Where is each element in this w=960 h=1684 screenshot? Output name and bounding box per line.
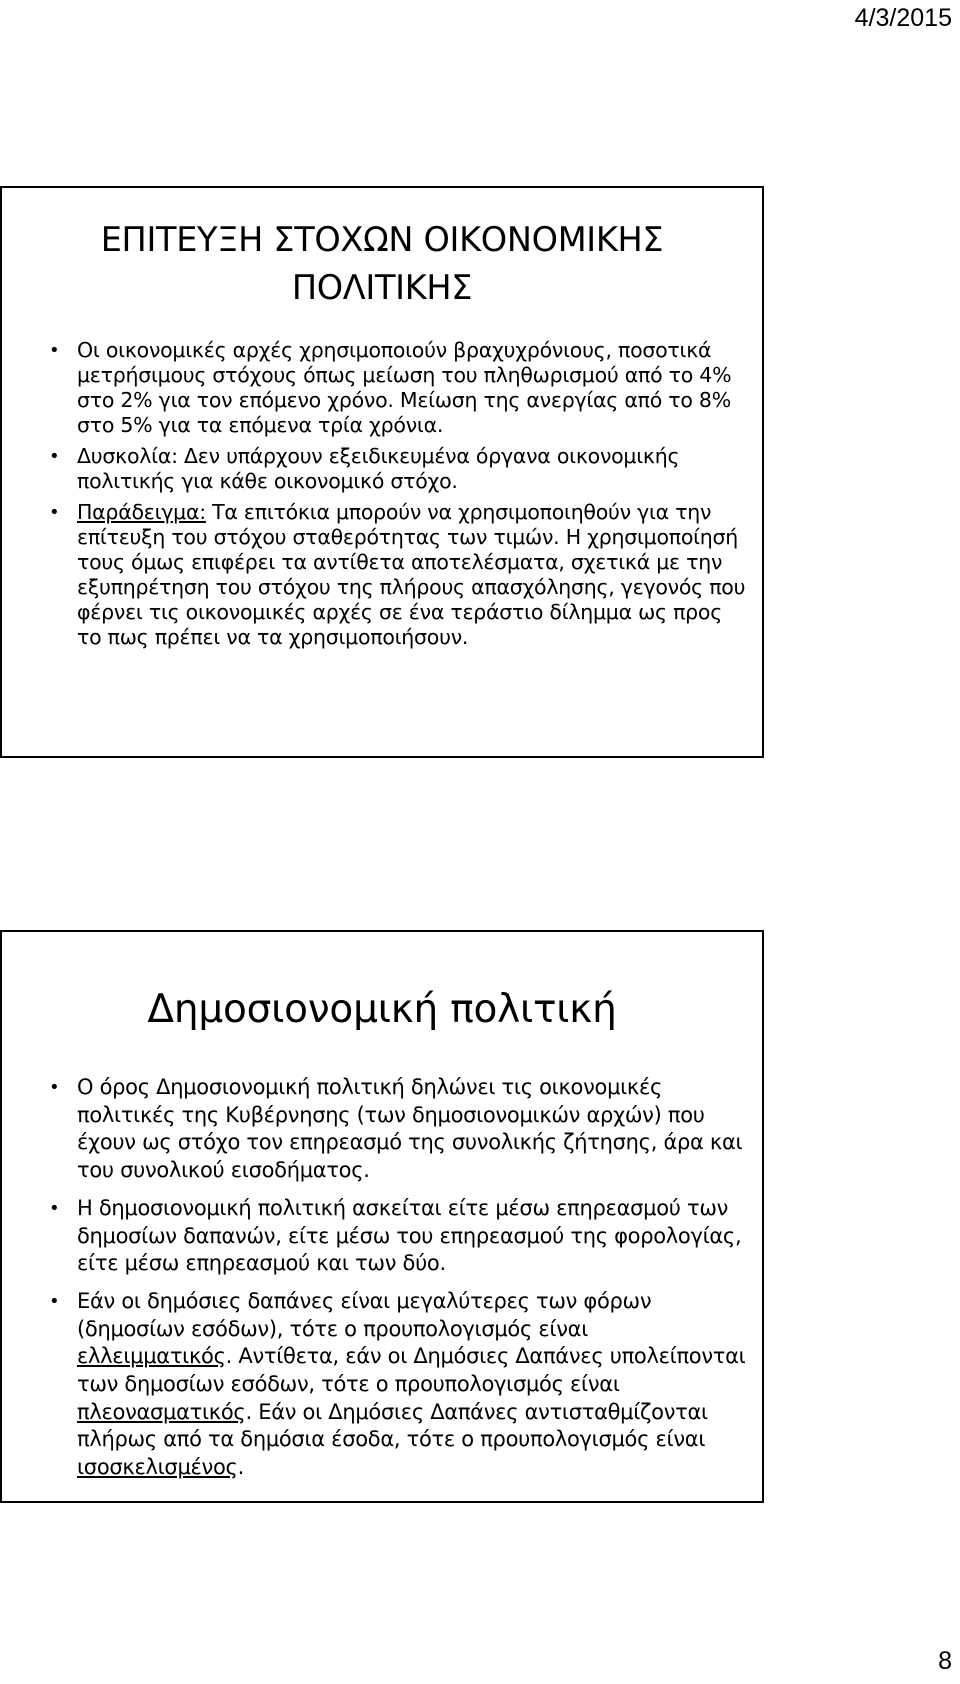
slide-economic-policy-goals [0, 186, 764, 758]
bullet-dot-icon: • [49, 340, 60, 361]
slide1-bullet-list [2, 312, 762, 650]
balanced-term: ισοσκελισμένος [77, 1455, 238, 1480]
slide1-title [2, 188, 762, 312]
slide2-bullet-2 [49, 1195, 746, 1278]
slide2-bullet-3-part3: . Εάν οι Δημόσιες Δαπάνες αντισταθμίζονται πλήρως από τα δημόσια έσοδα, τότε ο προυπολογισμός είναι [77, 1399, 708, 1452]
slide2-bullet-2-text: Η δημοσιονομική πολιτική ασκείται είτε μέσω επηρεασμού των δημοσίων δαπανών, είτε μέσω του επηρεασμού της φορολογίας, είτε μέσω επηρεασμού και των δύο. [77, 1195, 742, 1276]
example-label: Παράδειγμα: [77, 500, 206, 524]
page-number: 8 [938, 1647, 952, 1675]
slide-fiscal-policy [0, 930, 764, 1503]
slide2-title: Δημοσιονομική πολιτική [147, 987, 617, 1032]
slide2-bullet-1 [49, 1074, 746, 1185]
bullet-dot-icon: • [49, 502, 60, 523]
slide2-bullet-3-part1: Εάν οι δημόσιες δαπάνες είναι μεγαλύτερες των φόρων (δημοσίων εσόδων), τότε ο προυπολογισμός είναι [77, 1288, 652, 1341]
slide1-bullet-3-text: Τα επιτόκια μπορούν να χρησιμοποιηθούν για την επίτευξη του στόχου σταθερότητας των τιμών. Η χρησιμοποίησή τους όμως επιφέρει τα αντίθετα αποτελέσματα, σχετικά με την εξυπηρέτηση του στόχου της πλήρους απασχόλησης, γεγονός που φέρνει τις οικονομικές αρχές σε ένα τεράστιο δίλημμα ως προς το πως πρέπει να τα χρησιμοποιήσουν. [77, 500, 746, 649]
slide2-bullet-list [2, 1038, 762, 1482]
slide1-bullet-2-text: Δυσκολία: Δεν υπάρχουν εξειδικευμένα όργανα οικονομικής πολιτικής για κάθε οικονομικό στόχο. [77, 444, 680, 493]
bullet-dot-icon: • [49, 446, 60, 467]
slide1-bullet-2 [49, 444, 746, 494]
bullet-dot-icon: • [49, 1290, 60, 1312]
slide1-bullet-1-text: Οι οικονομικές αρχές χρησιμοποιούν βραχυχρόνιους, ποσοτικά μετρήσιμους στόχους όπως μείωση του πληθωρισμού από το 4% στο 2% για τον επόμενο χρόνο. Μείωση της ανεργίας από το 8% στο 5% για τα επόμενα τρία χρόνια. [77, 338, 732, 437]
slide2-bullet-3-part2: . Αντίθετα, εάν οι Δημόσιες Δαπάνες υπολείπονται των δημοσίων εσόδων, τότε ο προυπολογισμός είναι [77, 1344, 746, 1397]
slide2-bullet-3 [49, 1288, 746, 1482]
slide1-title-line1: ΕΠΙΤΕΥΞΗ ΣΤΟΧΩΝ ΟΙΚΟΝΟΜΙΚΗΣ [100, 220, 664, 259]
slide1-bullet-3 [49, 500, 746, 650]
header-date: 4/3/2015 [854, 4, 952, 32]
deficit-term: ελλειμματικός [77, 1344, 226, 1369]
bullet-dot-icon: • [49, 1197, 60, 1219]
slide1-title-line2: ΠΟΛΙΤΙΚΗΣ [291, 268, 473, 307]
bullet-dot-icon: • [49, 1077, 60, 1098]
slide2-bullet-1-text: Ο όρος Δημοσιονομική πολιτική δηλώνει τις οικονομικές πολιτικές της Κυβέρνησης (των δημοσιονομικών αρχών) που έχουν ως στόχο τον επηρεασμό της συνολικής ζήτησης, άρα και του συνολικού εισοδήματος. [77, 1075, 743, 1183]
slide1-bullet-1 [49, 338, 746, 438]
slide2-bullet-3-part4: . [237, 1455, 244, 1480]
surplus-term: πλεονασματικός [77, 1399, 246, 1424]
